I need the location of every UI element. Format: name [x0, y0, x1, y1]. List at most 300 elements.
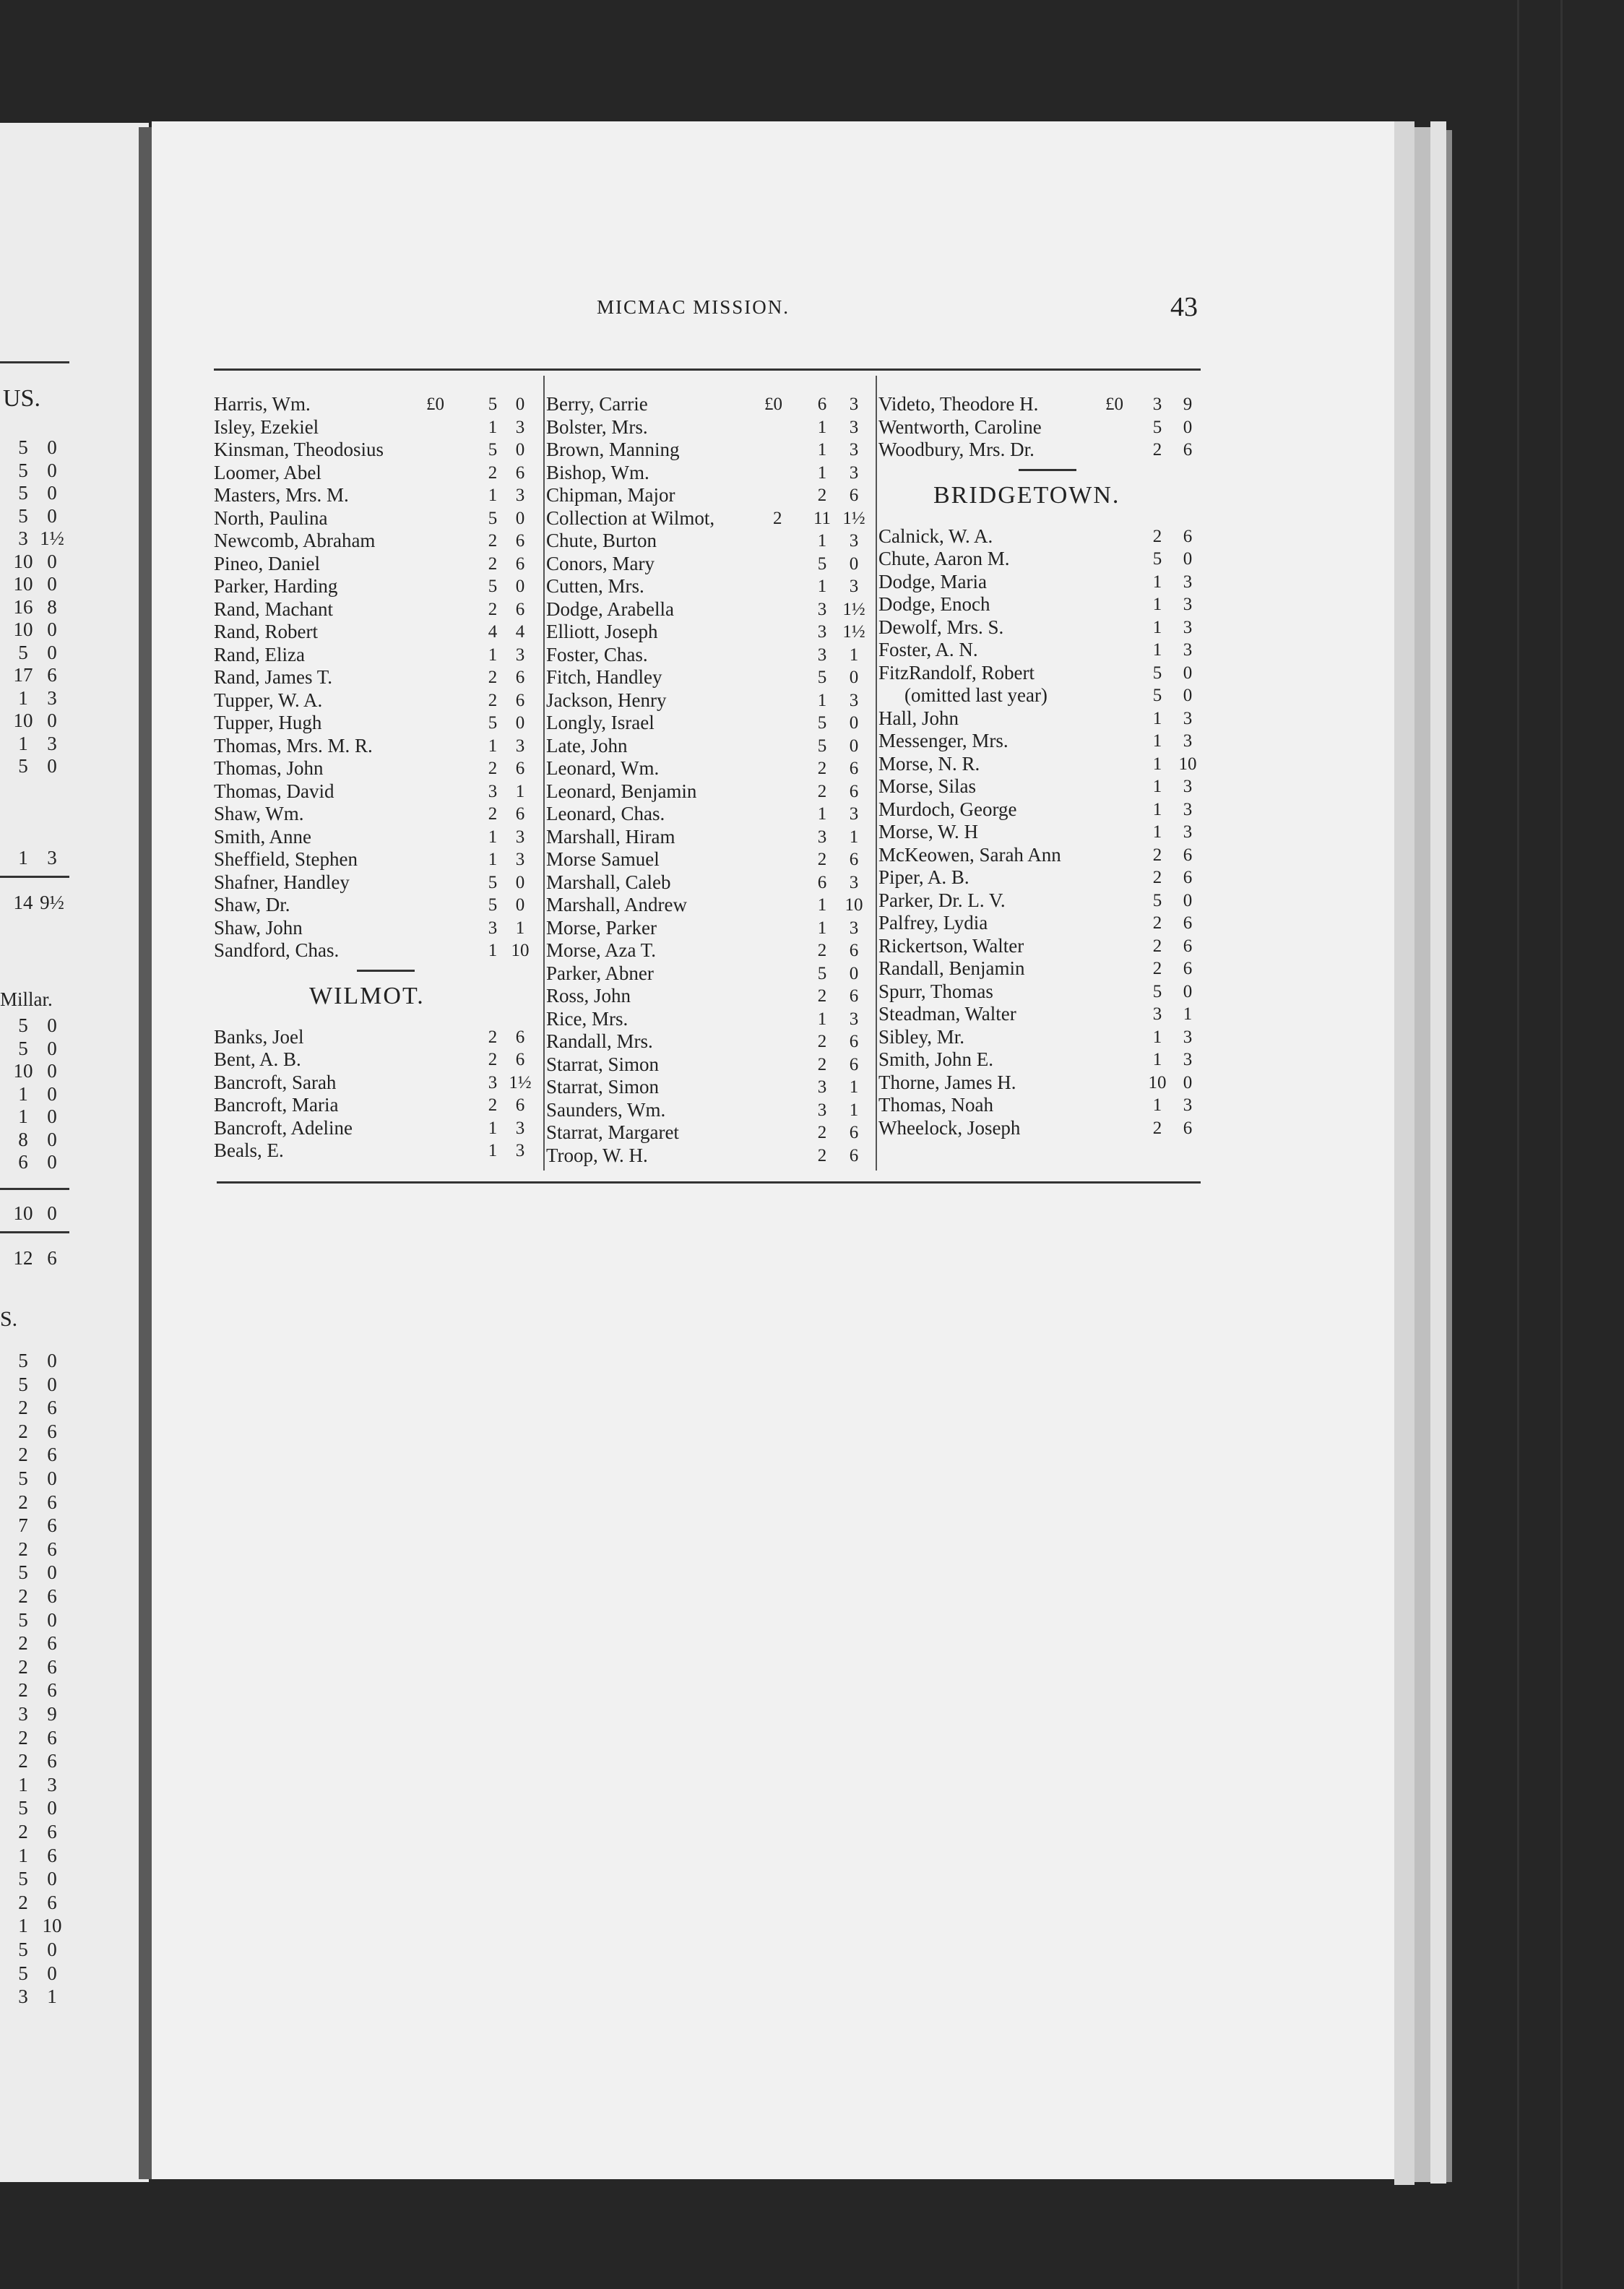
subscriber-name: Wentworth, Caroline	[878, 415, 1042, 438]
subscriber-name: Morse, Parker	[546, 916, 657, 939]
subscriber-name: Morse, Aza T.	[546, 939, 656, 961]
pence-amount: 0	[47, 1962, 57, 1984]
subscriber-name: Troop, W. H.	[546, 1144, 648, 1166]
subscriber-row	[878, 1048, 1205, 1071]
section-heading: Millar.	[0, 988, 53, 1010]
subscriber-row	[878, 616, 1205, 639]
shillings-amount: 1	[488, 827, 498, 847]
subscriber-name: Parker, Abner	[546, 962, 654, 984]
shillings-amount: 6	[817, 395, 827, 414]
shillings-amount: 1	[1152, 731, 1162, 751]
subscriber-name: Bancroft, Sarah	[214, 1071, 337, 1093]
subscriber-row	[878, 730, 1205, 752]
shillings-amount: 5	[18, 459, 28, 481]
amount-row	[0, 1821, 72, 1843]
pence-amount: 0	[47, 1037, 57, 1059]
shillings-amount: 2	[1152, 868, 1162, 887]
shillings-amount: 5	[18, 1014, 28, 1036]
shillings-amount: 3	[488, 1072, 498, 1092]
shillings-amount: 1	[18, 847, 28, 868]
subscriber-row	[546, 712, 871, 734]
shillings-amount: 2	[18, 1891, 28, 1913]
subscriber-name: Marshall, Caleb	[546, 871, 671, 893]
subscriber-row	[546, 1099, 871, 1121]
subscriber-name: (omitted last year)	[904, 684, 1048, 706]
shillings-amount: 5	[18, 1037, 28, 1059]
subscriber-name: Chute, Aaron M.	[878, 548, 1010, 569]
subscriber-row	[546, 393, 871, 415]
shillings-amount: 3	[18, 527, 28, 549]
pence-amount: 6	[515, 690, 525, 710]
shillings-amount: 1	[18, 732, 28, 754]
amount-row	[0, 733, 72, 755]
amount-row	[0, 1421, 72, 1443]
pence-amount: 3	[515, 645, 525, 665]
pence-amount: 3	[47, 847, 57, 868]
pence-amount: 6	[47, 1726, 57, 1749]
subscriber-row	[546, 621, 871, 643]
subscriber-name: Shaw, Wm.	[214, 803, 304, 824]
subscriber-name: Rickertson, Walter	[878, 934, 1024, 957]
shillings-amount: 1	[488, 1141, 498, 1160]
subscriber-name: Hall, John	[878, 707, 959, 729]
shillings-amount: 3	[817, 622, 827, 642]
pence-amount: 1	[849, 1077, 859, 1097]
shillings-amount: 1	[1152, 640, 1162, 660]
pence-amount: 3	[515, 1141, 525, 1160]
amount-row	[0, 687, 72, 710]
subscriber-name: Parker, Dr. L. V.	[878, 889, 1006, 911]
pence-amount: 6	[47, 1444, 57, 1466]
facing-page	[0, 123, 149, 2182]
subscriber-row	[214, 484, 537, 506]
subscriber-name: Loomer, Abel	[214, 461, 321, 483]
shillings-amount: 10	[13, 550, 33, 572]
subscriber-row	[214, 1072, 537, 1094]
pence-amount: 6	[47, 1821, 57, 1842]
subscriber-name: Tupper, Hugh	[214, 712, 322, 733]
subscriber-row	[546, 530, 871, 552]
pence-amount: 0	[515, 577, 525, 596]
subscriber-row	[878, 593, 1205, 616]
total-rule	[0, 876, 69, 878]
page-edge	[1446, 130, 1452, 2182]
pence-amount: 3	[1183, 572, 1193, 592]
subscriber-name: Chipman, Major	[546, 484, 675, 506]
subscriber-row	[546, 848, 871, 871]
subscriber-row	[546, 1076, 871, 1098]
pence-amount: 6	[47, 1750, 57, 1772]
shillings-amount: 2	[488, 690, 498, 710]
shillings-amount: 5	[1152, 981, 1162, 1001]
pence-amount: 1	[515, 918, 525, 938]
subscriber-row	[878, 798, 1205, 821]
subscriber-row	[878, 639, 1205, 661]
amount-row	[0, 1656, 72, 1678]
pence-amount: 1	[1183, 1004, 1193, 1024]
shillings-amount: 3	[488, 918, 498, 938]
shillings-amount: 14	[13, 892, 33, 913]
shillings-amount: 16	[13, 595, 33, 618]
amount-row	[0, 1514, 72, 1537]
shillings-amount: 8	[18, 1128, 28, 1150]
pence-amount: 0	[47, 641, 57, 663]
shillings-amount: 1	[1152, 1050, 1162, 1069]
shillings-amount: 2	[18, 1585, 28, 1607]
amount-row	[0, 1105, 72, 1128]
subscriber-name: Sandford, Chas.	[214, 939, 340, 961]
shillings-amount: 1	[18, 1915, 28, 1937]
pence-amount: 6	[1183, 936, 1193, 956]
shillings-amount: 1	[817, 1009, 827, 1029]
subscriber-row	[546, 803, 871, 825]
shillings-amount: 5	[1152, 686, 1162, 705]
shillings-amount: 2	[817, 1054, 827, 1074]
subscriber-row	[546, 757, 871, 780]
amount-row	[0, 1915, 72, 1937]
subscriber-row	[878, 707, 1205, 730]
subscriber-row	[546, 1121, 871, 1144]
subscriber-row	[214, 803, 537, 825]
pence-amount: 3	[47, 1773, 57, 1796]
pence-amount: 0	[515, 508, 525, 528]
pence-amount: 3	[849, 395, 859, 414]
shillings-amount: 5	[488, 713, 498, 733]
shillings-amount: 5	[817, 736, 827, 756]
subscriber-row	[546, 644, 871, 666]
shillings-amount: 1	[1152, 708, 1162, 728]
subscriber-row	[546, 962, 871, 985]
shillings-amount: 1	[488, 645, 498, 665]
shillings-amount: 2	[488, 1027, 498, 1047]
subscriber-row	[546, 735, 871, 757]
shillings-amount: 1	[488, 941, 498, 960]
amount-row	[0, 1350, 72, 1372]
subscriber-row	[546, 666, 871, 689]
pence-amount: 0	[515, 713, 525, 733]
shillings-amount: 1	[1152, 1095, 1162, 1115]
pence-amount: 6	[47, 1679, 57, 1702]
pence-amount: 6	[47, 1420, 57, 1442]
section-heading: S.	[0, 1307, 18, 1331]
pence-amount: 6	[515, 668, 525, 687]
subscriber-row	[878, 1094, 1205, 1116]
pence-amount: 10	[845, 895, 863, 915]
subscriber-name: Rand, Robert	[214, 621, 318, 642]
subscriber-name: Longly, Israel	[546, 712, 655, 733]
pence-amount: 0	[515, 395, 525, 414]
pence-amount: 3	[849, 1009, 859, 1029]
shillings-amount: 3	[1152, 395, 1162, 414]
subscriber-row	[546, 507, 871, 530]
pounds-amount: 2	[773, 508, 782, 528]
amount-row	[0, 1083, 72, 1105]
subscriber-row	[214, 393, 537, 415]
subscriber-name: Marshall, Hiram	[546, 825, 675, 848]
pence-amount: 0	[515, 440, 525, 460]
section-divider	[1019, 469, 1076, 471]
column-divider	[543, 376, 545, 1171]
pence-amount: 0	[515, 895, 525, 915]
pence-amount: 3	[1183, 799, 1193, 819]
subscriber-row	[878, 548, 1205, 570]
shillings-amount: 5	[18, 1561, 28, 1584]
subscriber-row	[214, 826, 537, 848]
pence-amount: 1	[849, 827, 859, 847]
shillings-amount: 5	[18, 641, 28, 663]
subscriber-row	[546, 917, 871, 939]
pence-amount: 6	[849, 1123, 859, 1142]
pence-amount: 6	[515, 1050, 525, 1069]
pence-amount: 0	[47, 1868, 57, 1890]
shillings-amount: 1	[1152, 617, 1162, 637]
shillings-amount: 5	[18, 436, 28, 458]
shillings-amount: 3	[817, 599, 827, 619]
amount-row	[0, 1727, 72, 1749]
pence-amount: 6	[515, 1095, 525, 1115]
running-title: MICMAC MISSION.	[597, 296, 790, 318]
subscriber-name: Elliott, Joseph	[546, 621, 658, 642]
amount-row	[0, 1491, 72, 1514]
pence-amount: 6	[515, 759, 525, 778]
pence-amount: 3	[1183, 617, 1193, 637]
subscriber-name: Messenger, Mrs.	[878, 730, 1008, 751]
shillings-amount: 2	[488, 1050, 498, 1069]
subscriber-row	[546, 894, 871, 916]
subscriber-name: Videto, Theodore H.	[878, 393, 1039, 415]
shillings-amount: 10	[13, 1202, 33, 1224]
pence-amount: 10	[42, 1915, 62, 1937]
shillings-amount: 5	[1152, 549, 1162, 569]
subscriber-name: Bent, A. B.	[214, 1048, 301, 1070]
pence-amount: 10	[511, 941, 530, 960]
pence-amount: 0	[47, 618, 57, 640]
subscriber-name: Morse, Silas	[878, 775, 976, 797]
subscriber-row	[214, 598, 537, 621]
subscriber-row	[546, 416, 871, 439]
total-rule	[0, 361, 69, 363]
amount-row	[0, 505, 72, 527]
pence-amount: 0	[1183, 1072, 1193, 1092]
pence-amount: 3	[849, 440, 859, 460]
subscriber-name: Kinsman, Theodosius	[214, 439, 384, 460]
shillings-amount: 5	[1152, 417, 1162, 437]
pence-amount: 1½	[842, 508, 865, 528]
shillings-amount: 2	[18, 1679, 28, 1702]
amount-row	[0, 1632, 72, 1655]
subscriber-name: Ross, John	[546, 985, 631, 1006]
pence-amount: 0	[47, 1467, 57, 1489]
pence-amount: 0	[47, 459, 57, 481]
subscriber-row	[546, 575, 871, 598]
amount-row	[0, 642, 72, 664]
pence-amount: 3	[515, 850, 525, 869]
pence-amount: 3	[1183, 1027, 1193, 1047]
pence-amount: 6	[47, 1891, 57, 1913]
shillings-amount: 2	[817, 486, 827, 505]
shillings-amount: 2	[488, 759, 498, 778]
shillings-amount: 5	[488, 508, 498, 528]
pence-amount: 3	[849, 872, 859, 892]
shillings-amount: 5	[488, 440, 498, 460]
subscriber-row	[214, 575, 537, 598]
shillings-amount: 1	[817, 417, 827, 437]
subscriber-name: Murdoch, George	[878, 798, 1017, 820]
subscriber-name: Piper, A. B.	[878, 866, 969, 888]
amount-row	[0, 1467, 72, 1490]
subscriber-name: Morse, W. H	[878, 821, 979, 842]
subscriber-row	[214, 894, 537, 916]
pence-amount: 4	[515, 622, 525, 642]
shillings-amount: 5	[18, 1608, 28, 1631]
subscriber-name: Rand, James T.	[214, 666, 332, 688]
subscriber-name: Bishop, Wm.	[546, 461, 649, 483]
pence-amount: 1	[849, 645, 859, 665]
shillings-amount: 5	[488, 895, 498, 915]
amount-row	[0, 596, 72, 618]
pence-amount: 3	[849, 690, 859, 710]
shillings-amount: 1	[488, 486, 498, 505]
shillings-amount: 5	[1152, 663, 1162, 683]
pence-amount: 0	[47, 710, 57, 731]
amount-row	[0, 527, 72, 550]
shillings-amount: 3	[817, 645, 827, 665]
shillings-amount: 5	[817, 713, 827, 733]
subscriber-row	[878, 439, 1205, 461]
pence-amount: 6	[1183, 440, 1193, 460]
subscriber-name: Steadman, Walter	[878, 1003, 1016, 1025]
pence-amount: 0	[849, 736, 859, 756]
shillings-amount: 2	[817, 1032, 827, 1051]
subscriber-name: Leonard, Benjamin	[546, 780, 697, 802]
shillings-amount: 5	[18, 755, 28, 777]
subscriber-row	[214, 780, 537, 803]
top-rule	[214, 368, 1201, 371]
page-edge	[1414, 127, 1430, 2182]
shillings-amount: 2	[817, 941, 827, 960]
pence-amount: 3	[1183, 708, 1193, 728]
subscriber-row	[878, 684, 1205, 707]
shillings-amount: 1	[1152, 754, 1162, 774]
subscriber-row	[214, 871, 537, 894]
subscriber-name: Spurr, Thomas	[878, 980, 993, 1002]
pence-amount: 6	[47, 1844, 57, 1866]
amount-row	[0, 1151, 72, 1173]
pence-amount: 6	[1183, 845, 1193, 865]
subscriber-name: Chute, Burton	[546, 530, 657, 551]
shillings-amount: 5	[817, 553, 827, 574]
shillings-amount: 17	[13, 664, 33, 686]
subscriber-row	[878, 662, 1205, 684]
pence-amount: 6	[515, 462, 525, 483]
shillings-amount: 5	[488, 395, 498, 414]
pence-amount: 3	[515, 486, 525, 505]
subscriber-row	[878, 775, 1205, 798]
pence-amount: 6	[849, 986, 859, 1006]
pence-amount: 3	[47, 686, 57, 709]
amount-row	[0, 892, 72, 914]
pence-amount: 0	[47, 1608, 57, 1631]
shillings-amount: 5	[1152, 890, 1162, 910]
pence-amount: 0	[1183, 890, 1193, 910]
shillings-amount: 6	[817, 872, 827, 892]
shillings-amount: 1	[1152, 1027, 1162, 1047]
pence-amount: 0	[47, 573, 57, 595]
shillings-amount: 1	[1152, 595, 1162, 614]
shillings-amount: 2	[817, 759, 827, 778]
shillings-amount: 3	[18, 1703, 28, 1725]
pence-amount: 6	[515, 1027, 525, 1047]
pence-amount: 0	[47, 436, 57, 458]
subscriber-row	[546, 462, 871, 484]
subscriber-name: Bancroft, Adeline	[214, 1116, 353, 1139]
shillings-amount: 7	[18, 1514, 28, 1537]
shillings-amount: 1	[18, 1844, 28, 1866]
bottom-rule	[217, 1181, 1201, 1184]
total-rule	[0, 1188, 69, 1190]
subscriber-row	[546, 689, 871, 712]
pence-amount: 0	[47, 1373, 57, 1395]
shillings-amount: 1	[1152, 822, 1162, 842]
shillings-amount: 2	[488, 553, 498, 574]
subscriber-row	[214, 1117, 537, 1139]
amount-row	[0, 1585, 72, 1608]
subscriber-row	[546, 484, 871, 506]
pence-amount: 0	[47, 1202, 57, 1224]
pence-amount: 0	[515, 872, 525, 892]
subscriber-row	[546, 1144, 871, 1167]
pence-amount: 3	[1183, 777, 1193, 796]
amount-row	[0, 664, 72, 686]
shillings-amount: 12	[13, 1247, 33, 1269]
amount-row	[0, 436, 72, 459]
amount-row	[0, 1374, 72, 1396]
shillings-amount: 3	[817, 1077, 827, 1097]
amount-row	[0, 1202, 72, 1225]
subscriber-name: Smith, Anne	[214, 825, 312, 848]
amount-row	[0, 1797, 72, 1819]
shillings-amount: 2	[488, 599, 498, 619]
pence-amount: 3	[849, 804, 859, 824]
subscriber-row	[878, 416, 1205, 439]
pence-amount: 0	[849, 713, 859, 733]
subscriber-row	[546, 939, 871, 962]
shillings-amount: 2	[18, 1538, 28, 1560]
shillings-amount: 2	[18, 1397, 28, 1419]
pence-amount: 6	[47, 1632, 57, 1655]
shillings-amount: 2	[488, 668, 498, 687]
subscriber-row	[214, 1094, 537, 1116]
shillings-amount: 5	[18, 1868, 28, 1890]
subscriber-row	[214, 712, 537, 734]
subscriber-name: Rand, Eliza	[214, 643, 305, 665]
pence-amount: 6	[849, 486, 859, 505]
subscriber-row	[546, 1008, 871, 1030]
subscriber-name: Palfrey, Lydia	[878, 912, 988, 934]
subscriber-row	[214, 416, 537, 439]
subscriber-row	[214, 1048, 537, 1071]
pence-amount: 3	[1183, 1050, 1193, 1069]
pence-amount: 3	[849, 462, 859, 483]
pence-amount: 6	[849, 1054, 859, 1074]
shillings-amount: 6	[18, 1151, 28, 1173]
pence-amount: 0	[47, 482, 57, 504]
amount-row	[0, 618, 72, 641]
subscriber-row	[878, 571, 1205, 593]
pence-amount: 1½	[842, 599, 865, 619]
shillings-amount: 1	[18, 686, 28, 709]
subscriber-name: Bancroft, Maria	[214, 1094, 339, 1116]
